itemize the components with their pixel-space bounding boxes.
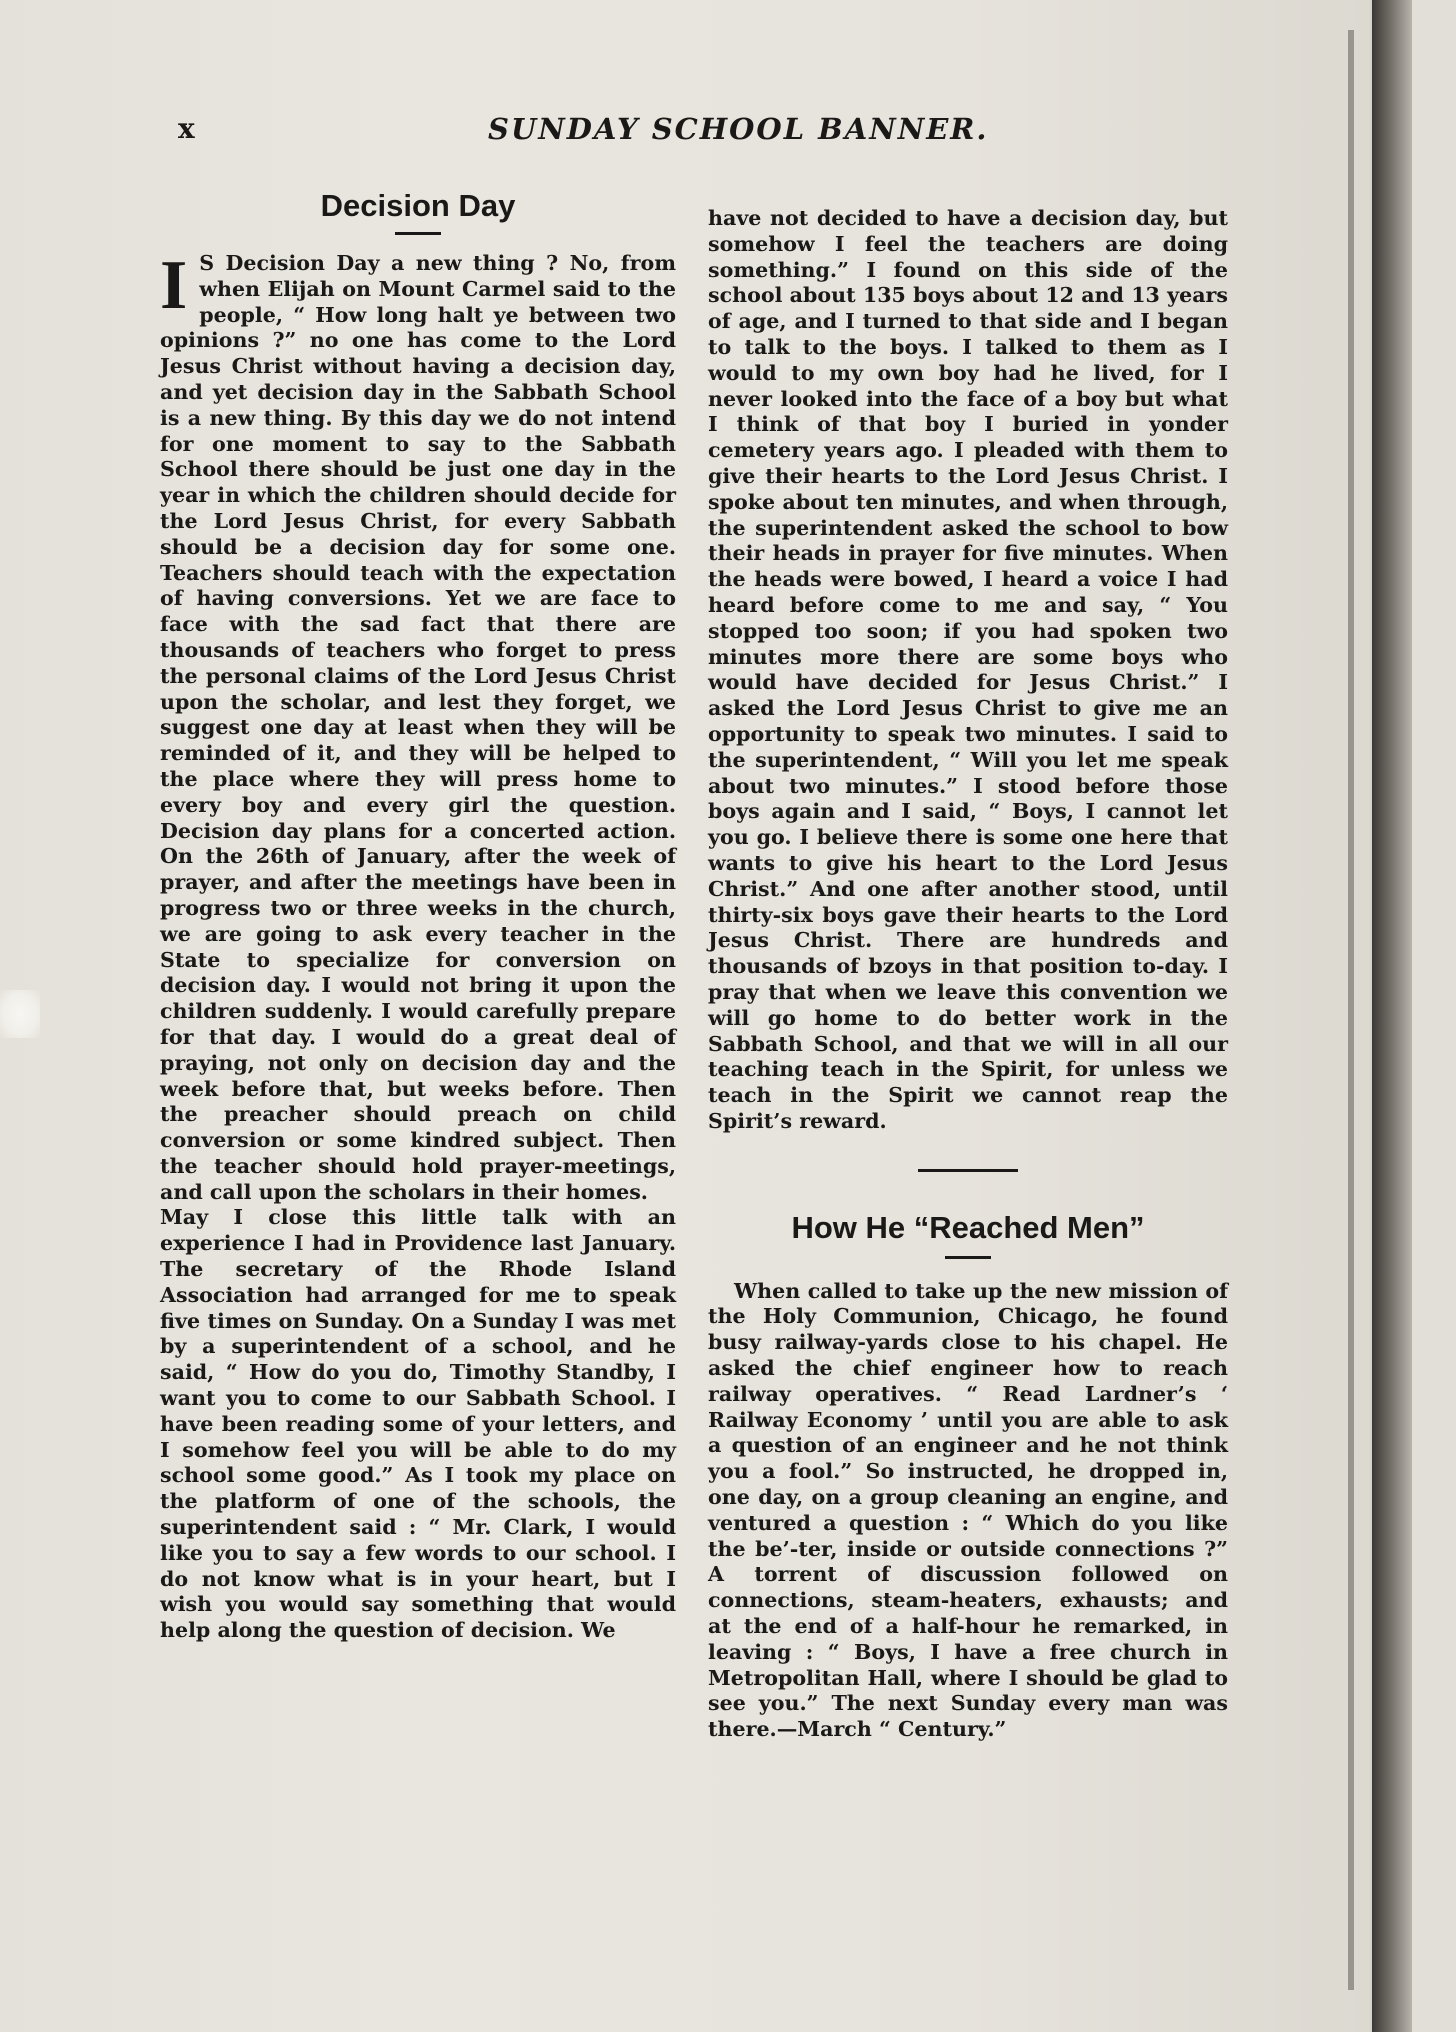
section-separator <box>918 1169 1018 1172</box>
title-rule <box>945 1256 991 1259</box>
next-page-edge <box>1412 0 1456 2032</box>
drop-cap: I <box>160 247 188 324</box>
article-title-how-he-reached-men: How He “Reached Men” <box>791 1209 1145 1245</box>
running-head <box>178 112 1268 158</box>
right-column <box>708 206 1228 1743</box>
paragraph: When called to take up the new mission of the Holy Communion, Chicago, he found busy railway-yards close to his chapel. He asked the chief engineer how to reach railway operatives. “ Read Lardner’s ‘ Railway Economy ’ until you are able to ask a question of an engineer and he not think you a fool.” So instructed, he dropped in, one day, on a group cleaning an engine, and ventured a question : “ Which do you like the be’-ter, inside or outside connections ?” A torrent of discussion followed on connections, steam-heaters, exhausts; and at the end of a half-hour he remarked, in leaving : “ Boys, I have a free church in Metropolitan Hall, where I should be glad to see you.” The next Sunday every man was there.—March “ Century.” <box>708 1278 1228 1742</box>
title-rule <box>395 232 441 235</box>
paragraph: May I close this little talk with an experience I had in Providence last January. The secretary of the Rhode Island Association had arranged for me to speak five times on Sunday. On a Sunday I was met by a superintendent of a school, and he said, “ How do you do, Timothy Standby, I want you to come to our Sabbath School. I have been reading some of your letters, and I somehow feel you will be able to do my school some good.” As I took my place on the platform of one of the schools, the superintendent said : “ Mr. Clark, I would like you to say a few words to our school. I do not know what is in your heart, but I wish you would say something that would help along the question of decision. We <box>160 1205 676 1643</box>
article-title-decision-day: Decision Day <box>320 188 516 223</box>
binding-line <box>1348 30 1354 1990</box>
page-number: x <box>178 112 195 145</box>
paper-damage <box>0 990 40 1038</box>
article-body <box>160 247 676 1644</box>
article-how-he-reached-men <box>708 1208 1228 1743</box>
gutter-shadow <box>1372 0 1412 2032</box>
journal-title: SUNDAY SCHOOL BANNER. <box>488 112 989 146</box>
paragraph-continued: have not decided to have a decision day, but somehow I feel the teachers are doing something.” I found on this side of the school about 135 boys about 12 and 13 years of age, and I turned to that side and I began to talk to the boys. I talked to them as I would to my own boy had he lived, for I never looked into the face of a boy but what I think of that boy I buried in yonder cemetery years ago. I pleaded with them to give their hearts to the Lord Jesus Christ. I spoke about ten minutes, and when through, the superintendent asked the school to bow their heads in prayer for five minutes. When the heads were bowed, I heard a voice I had heard before come to me and say, “ You stopped too soon; if you had spoken two minutes more there are some boys who would have decided for Jesus Christ.” I asked the Lord Jesus Christ to give me an opportunity to speak two minutes. I said to the superintendent, “ Will you let me speak about two minutes.” I stood before those boys again and I said, “ Boys, I cannot let you go. I believe there is some one here that wants to give his heart to the Lord Jesus Christ.” And one after another stood, until thirty-six boys gave their hearts to the Lord Jesus Christ. There are hundreds and thousands of bzoys in that position to-day. I pray that when we leave this convention we will go home to do better work in the Sabbath School, and that we will in all our teaching teach in the Spirit, for unless we teach in the Spirit we cannot reap the Spirit’s reward. <box>708 206 1228 1133</box>
paragraph: S Decision Day a new thing ? No, from when Elijah on Mount Carmel said to the people, “ How long halt ye between two opinions ?” no one has come to the Lord Jesus Christ without having a decision day, and yet decision day in the Sabbath School is a new thing. By this day we do not intend for one moment to say to the Sabbath School there should be just one day in the year in which the children should decide for the Lord Jesus Christ, for every Sabbath should be a decision day for some one. Teachers should teach with the expectation of having conversions. Yet we are face to face with the sad fact that there are thousands of teachers who forget to press the personal claims of the Lord Jesus Christ upon the scholar, and lest they forget, we suggest one day at least when they will be reminded of it, and they will be helped to the place where they will press home to every boy and every girl the question. Decision day plans for a concerted action. On the 26th of January, after the week of prayer, and after the meetings have been in progress two or three weeks in the church, we are going to ask every teacher in the State to specialize for conversion on decision day. I would not bring it upon the children suddenly. I would carefully prepare for that day. I would do a great deal of praying, not only on decision day and the week before that, but weeks before. Then the preacher should preach on child conversion or some kindred subject. Then the teacher should hold prayer-meetings, and call upon the scholars in their homes. <box>160 251 676 1204</box>
left-column <box>160 186 676 1644</box>
